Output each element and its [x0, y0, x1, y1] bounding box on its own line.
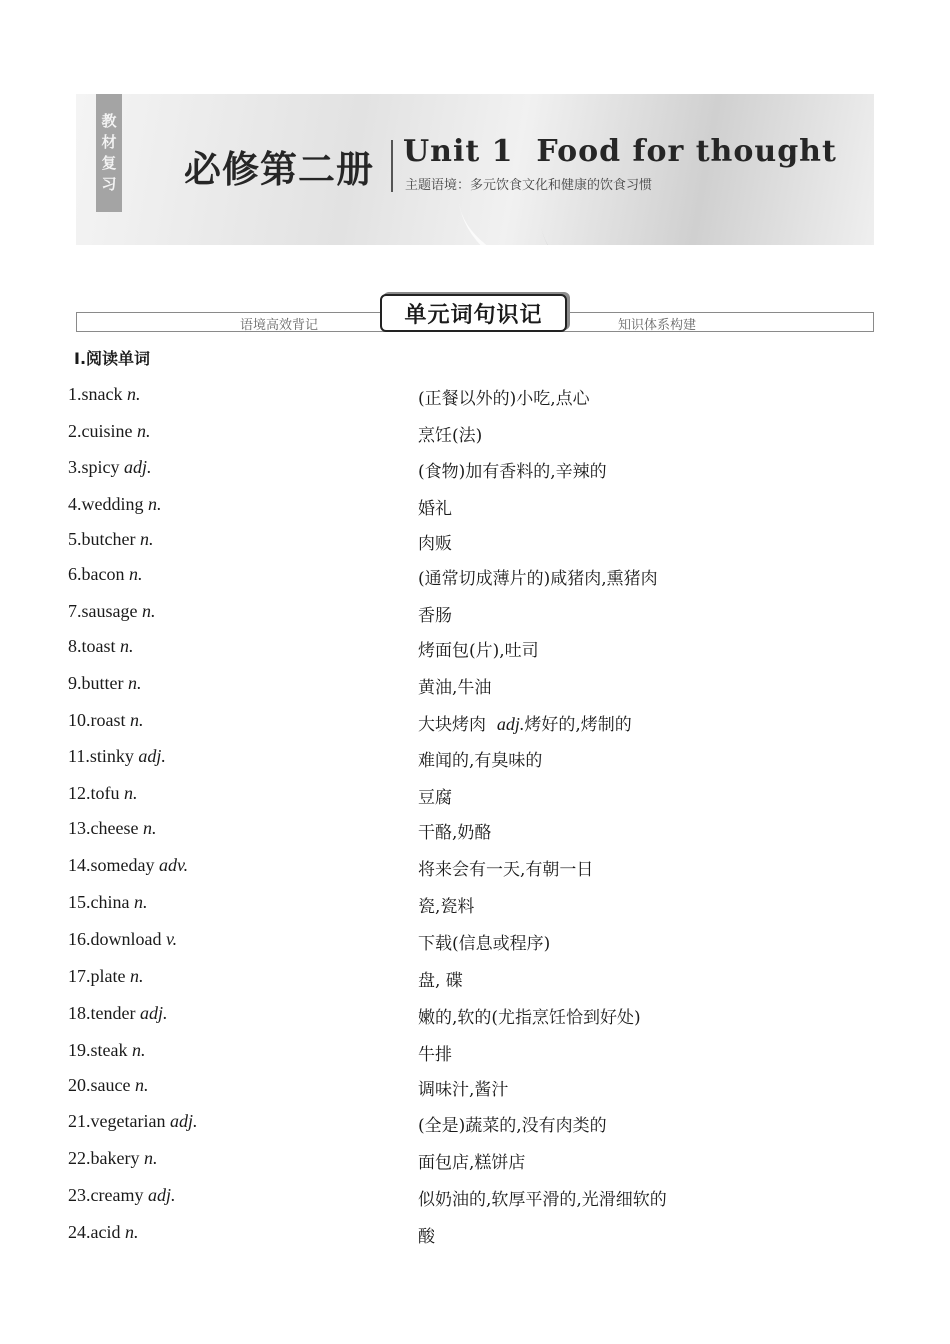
- vocab-item: [0, 1148, 950, 1174]
- vocab-item: [0, 673, 950, 699]
- vocab-item: [0, 1003, 950, 1029]
- vocab-part-of-speech: adv.: [158, 855, 189, 875]
- vocab-meaning: [418, 783, 452, 808]
- vocab-word: [68, 457, 152, 478]
- vocab-item: [0, 892, 950, 918]
- side-tab-char: 复: [101, 154, 117, 172]
- vocab-item: [0, 384, 950, 410]
- vocab-word-text: 5.butcher: [68, 529, 140, 549]
- vocab-word-text: 14.someday: [68, 855, 159, 875]
- vocab-part-of-speech: adj.: [139, 1003, 168, 1023]
- vocab-part-of-speech: n.: [120, 636, 134, 656]
- vocab-part-of-speech: n.: [124, 783, 138, 803]
- vocab-part-of-speech: adj.: [496, 714, 525, 734]
- vocab-item: [0, 746, 950, 772]
- unit-banner: [76, 94, 874, 245]
- side-tab: [96, 94, 122, 212]
- vocab-item: [0, 710, 950, 736]
- vocab-meaning: [418, 384, 590, 409]
- vocab-word: [68, 746, 166, 767]
- vocab-meaning: [418, 966, 463, 991]
- vocab-meaning: [418, 601, 452, 626]
- vocab-word: [68, 636, 134, 657]
- vocab-item: [0, 636, 950, 662]
- vocab-word: [68, 818, 156, 839]
- vocab-meaning-text: 瓷,瓷料: [418, 897, 475, 917]
- vocab-meaning-text: (正餐以外的)小吃,点心: [418, 389, 590, 409]
- vocab-word-text: 11.stinky: [68, 746, 139, 766]
- vocab-item: [0, 529, 950, 555]
- vocab-meaning-text: 肉贩: [418, 534, 452, 554]
- section-bar-left-label: 语境高效背记: [240, 318, 319, 333]
- vocab-word: [68, 1185, 175, 1206]
- vocab-part-of-speech: adj.: [169, 1111, 198, 1131]
- vocab-word-text: 13.cheese: [68, 818, 143, 838]
- vocab-part-of-speech: n.: [133, 892, 148, 912]
- vocab-word: [68, 1040, 145, 1061]
- vocab-meaning-text: 难闻的,有臭味的: [418, 751, 543, 771]
- vocab-word-text: 24.acid: [68, 1222, 125, 1242]
- side-tab-char: 教: [101, 112, 117, 130]
- vocab-meaning: [418, 929, 550, 954]
- vocab-meaning-text: 牛排: [418, 1045, 452, 1065]
- vocab-part-of-speech: n.: [134, 1075, 149, 1095]
- vocab-meaning: [418, 1148, 525, 1173]
- book-title: 必修第二册: [184, 148, 374, 191]
- vocab-meaning-text: 烤好的,烤制的: [524, 715, 632, 735]
- section-title-badge: 单元词句识记: [380, 294, 567, 332]
- vocab-word-text: 12.tofu: [68, 783, 124, 803]
- vocab-meaning: [418, 1040, 452, 1065]
- vocab-word-text: 17.plate: [68, 966, 130, 986]
- vocab-item: [0, 929, 950, 955]
- vocab-part-of-speech: n.: [126, 384, 141, 404]
- vocab-part-of-speech: n.: [139, 529, 154, 549]
- vocab-part-of-speech: n.: [131, 1040, 146, 1060]
- vocab-word-text: 20.sauce: [68, 1075, 135, 1095]
- vocab-word-text: 16.download: [68, 929, 166, 949]
- vocab-item: [0, 564, 950, 590]
- vocab-item: [0, 818, 950, 844]
- vocab-word-text: 21.vegetarian: [68, 1111, 170, 1131]
- vocab-meaning: [418, 636, 539, 661]
- section-bar-right-label: 知识体系构建: [618, 318, 697, 333]
- vocab-part-of-speech: n.: [124, 1222, 139, 1242]
- vocab-meaning: [418, 1222, 435, 1247]
- vocab-meaning-text: 面包店,糕饼店: [418, 1153, 526, 1173]
- vocab-part-of-speech: n.: [148, 494, 162, 514]
- vocab-meaning-text: 豆腐: [418, 788, 452, 808]
- vocab-meaning-text: 调味汁,酱汁: [418, 1080, 509, 1100]
- vocab-meaning: [418, 421, 482, 446]
- vocab-part-of-speech: n.: [143, 1148, 158, 1168]
- vocab-word: [68, 494, 162, 515]
- vocab-word-text: 2.cuisine: [68, 421, 137, 441]
- vocab-meaning: [418, 1003, 641, 1028]
- vocab-meaning-text: 嫩的,软的(尤指烹饪恰到好处): [418, 1008, 641, 1028]
- vocab-word-text: 18.tender: [68, 1003, 140, 1023]
- vocab-word-text: 6.bacon: [68, 564, 129, 584]
- vocab-part-of-speech: n.: [128, 564, 143, 584]
- vocab-part-of-speech: n.: [129, 966, 144, 986]
- vocab-item: [0, 1075, 950, 1101]
- vocab-word: [68, 966, 143, 987]
- vocab-part-of-speech: adj.: [147, 1185, 176, 1205]
- vocab-item: [0, 783, 950, 809]
- vocab-meaning-text: 烤面包(片),吐司: [418, 641, 539, 661]
- theme-context: 主题语境：多元饮食文化和健康的饮食习惯: [405, 178, 653, 193]
- vocab-word: [68, 421, 151, 442]
- unit-title: Unit 1 Food for thought: [403, 134, 837, 169]
- vocab-meaning: [418, 1185, 667, 1210]
- side-tab-char: 习: [101, 175, 117, 193]
- vocab-word-text: 1.snack: [68, 384, 127, 404]
- vocab-meaning-text: 酸: [418, 1227, 435, 1247]
- vocab-word: [68, 673, 142, 694]
- vocab-word-text: 19.steak: [68, 1040, 132, 1060]
- vocab-meaning: [418, 710, 632, 735]
- vocab-part-of-speech: n.: [141, 601, 156, 621]
- vocab-word: [68, 1148, 157, 1169]
- vocab-word: [68, 564, 142, 585]
- vocab-word: [68, 1003, 168, 1024]
- vocab-item: [0, 1111, 950, 1137]
- vocab-item: [0, 457, 950, 483]
- vocab-meaning-text: 盘, 碟: [418, 971, 463, 991]
- vocab-item: [0, 1040, 950, 1066]
- vocab-word-text: 3.spicy: [68, 457, 124, 477]
- vocab-word-text: 23.creamy: [68, 1185, 148, 1205]
- vocab-word-text: 22.bakery: [68, 1148, 144, 1168]
- vocab-item: [0, 421, 950, 447]
- vocab-meaning: [418, 892, 474, 917]
- vocab-meaning-text: 干酪,奶酪: [418, 823, 492, 843]
- vocab-meaning-text: (通常切成薄片的)咸猪肉,熏猪肉: [418, 569, 658, 589]
- vocab-word-text: 15.china: [68, 892, 134, 912]
- vocab-meaning: [418, 855, 593, 880]
- vocab-meaning-text: 似奶油的,软厚平滑的,光滑细软的: [418, 1190, 667, 1210]
- vocab-meaning-text: 下载(信息或程序): [418, 934, 551, 954]
- title-divider: [391, 140, 393, 192]
- subheading-reading-words: Ⅰ.阅读单词: [74, 349, 151, 368]
- vocab-meaning: [418, 457, 607, 482]
- vocab-item: [0, 601, 950, 627]
- vocab-meaning: [418, 746, 542, 771]
- vocab-meaning-text: (全是)蔬菜的,没有肉类的: [418, 1116, 607, 1136]
- vocab-meaning: [418, 673, 491, 698]
- vocab-word: [68, 1111, 197, 1132]
- vocab-word: [68, 783, 138, 804]
- vocab-meaning: [418, 1111, 607, 1136]
- vocab-meaning: [418, 818, 491, 843]
- vocab-part-of-speech: n.: [142, 818, 157, 838]
- vocab-word: [68, 384, 140, 405]
- vocab-item: [0, 966, 950, 992]
- side-tab-char: 材: [101, 133, 117, 151]
- vocab-meaning-text: 将来会有一天,有朝一日: [418, 860, 594, 880]
- vocab-part-of-speech: adj.: [124, 457, 152, 477]
- vocab-word-text: 7.sausage: [68, 601, 142, 621]
- vocab-word-text: 9.butter: [68, 673, 128, 693]
- vocab-word: [68, 529, 153, 550]
- vocab-meaning: [418, 494, 452, 519]
- vocab-meaning: [418, 529, 452, 554]
- vocab-meaning: [418, 564, 658, 589]
- vocab-part-of-speech: v.: [166, 929, 178, 949]
- vocab-word-text: 4.wedding: [68, 494, 148, 514]
- vocab-item: [0, 1222, 950, 1248]
- vocab-part-of-speech: n.: [137, 421, 151, 441]
- vocab-meaning-text: 烹饪(法): [418, 426, 483, 446]
- vocab-part-of-speech: adj.: [138, 746, 166, 766]
- vocab-word-text: 10.roast: [68, 710, 130, 730]
- vocab-word-text: 8.toast: [68, 636, 120, 656]
- vocab-item: [0, 855, 950, 881]
- vocab-part-of-speech: n.: [130, 710, 144, 730]
- vocab-word: [68, 601, 155, 622]
- vocab-meaning-text: 香肠: [418, 606, 452, 626]
- vocab-part-of-speech: n.: [128, 673, 142, 693]
- vocab-meaning-text: 大块烤肉: [418, 715, 486, 735]
- vocab-meaning-text: (食物)加有香料的,辛辣的: [418, 462, 607, 482]
- vocab-meaning: [418, 1075, 508, 1100]
- vocab-word: [68, 929, 177, 950]
- vocab-meaning-text: 婚礼: [418, 499, 452, 519]
- vocab-meaning-text: 黄油,牛油: [418, 678, 492, 698]
- vocab-item: [0, 1185, 950, 1211]
- vocab-word: [68, 855, 188, 876]
- vocab-word: [68, 1075, 148, 1096]
- vocab-word: [68, 1222, 138, 1243]
- vocab-word: [68, 892, 147, 913]
- vocab-word: [68, 710, 144, 731]
- vocab-item: [0, 494, 950, 520]
